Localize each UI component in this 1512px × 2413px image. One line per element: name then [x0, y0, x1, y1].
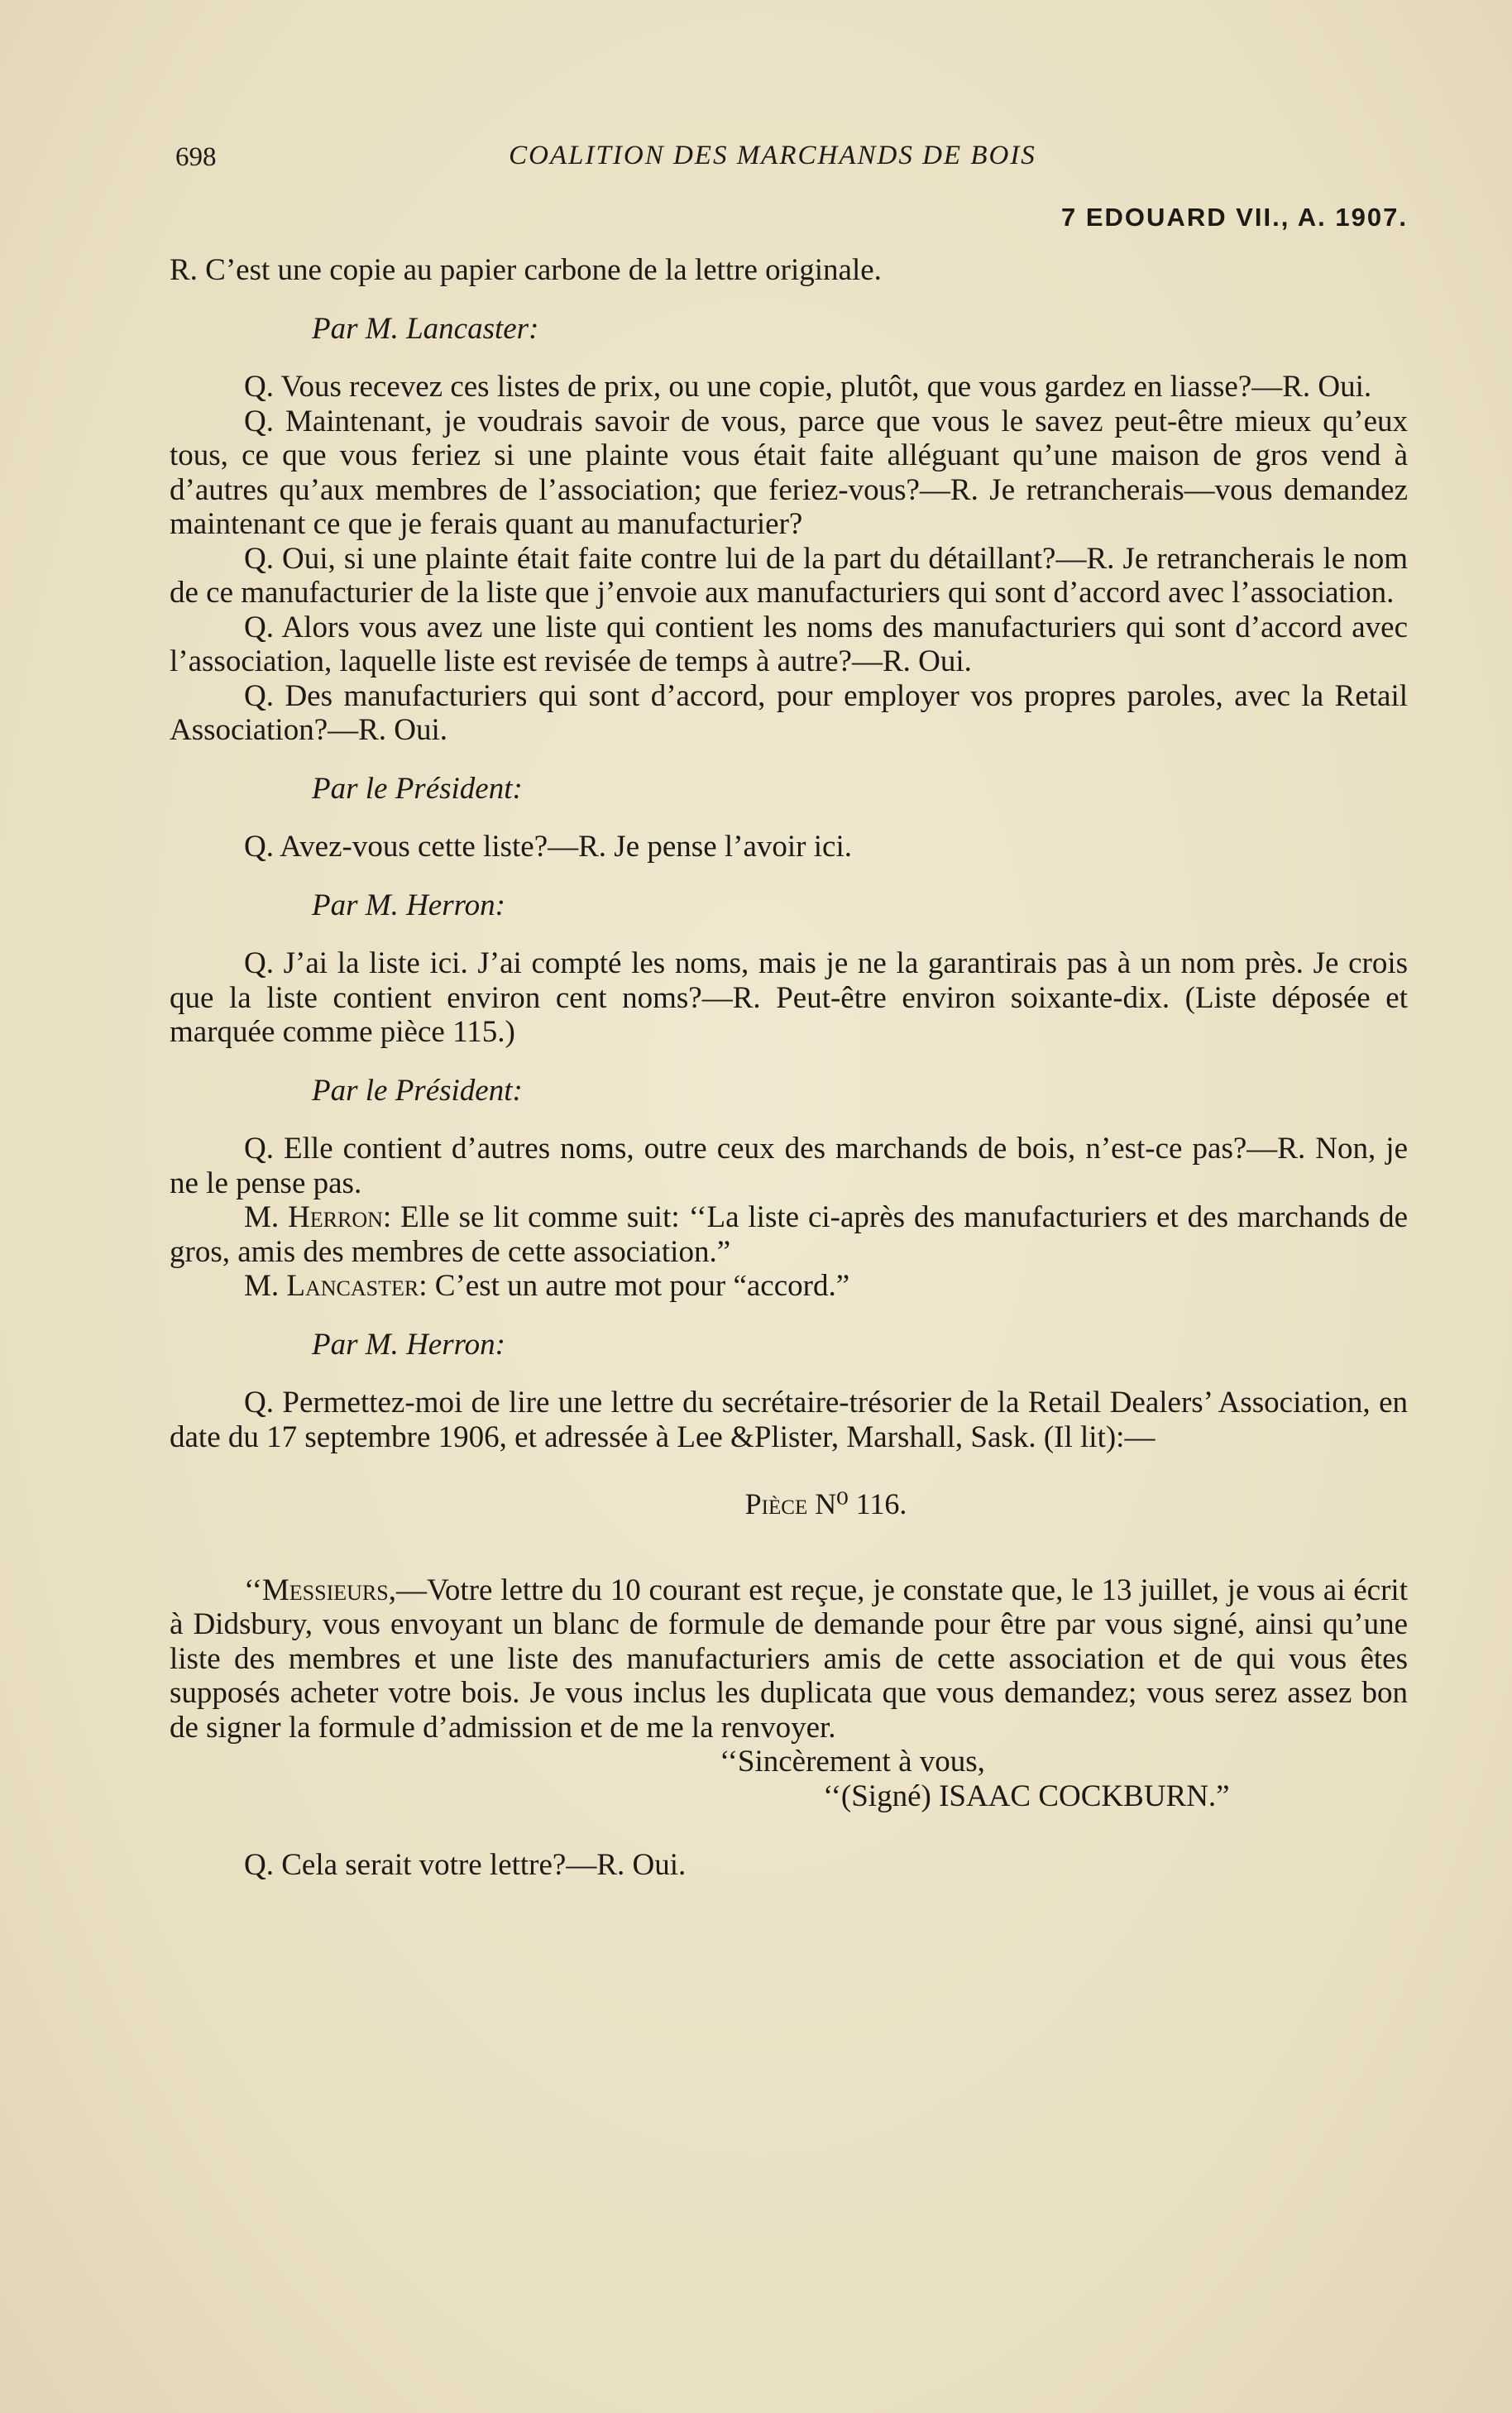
speaker-name-lancaster: M. Lancaster — [244, 1269, 419, 1303]
paragraph-11-text: : C’est un autre mot pour “accord.” — [419, 1269, 850, 1303]
paragraph-3: Q. Maintenant, je voudrais savoir de vous, parce que vous le savez peut-être mieux qu’eux tous, ce que vous feriez si une plainte vous était faite alléguant qu’une maison de gros vend à d’autres qu’aux membres de l’association; que feriez-vous?—R. Je retrancherais—vous demandez maintenant ce que je ferais quant au manufacturier? — [170, 404, 1408, 541]
paragraph-4: Q. Oui, si une plainte était faite contre lui de la part du détaillant?—R. Je retrancherais le nom de ce manufacturier de la liste que j’envoie aux manufacturiers qui sont d’accord avec l’association. — [170, 541, 1408, 610]
exhibit-heading: Pièce N⁰ 116. — [744, 1487, 907, 1520]
running-title: COALITION DES MARCHANDS DE BOIS — [509, 141, 1036, 170]
body-text — [170, 253, 1408, 1883]
paragraph-12: Q. Permettez-moi de lire une lettre du secrétaire-trésorier de la Retail Dealers’ Association, en date du 17 septembre 1906, et adressée à Lee &Plister, Marshall, Sask. (Il lit):— — [170, 1386, 1408, 1454]
speaker-heading-president-2: Par le Président: — [312, 1073, 523, 1108]
speaker-heading-lancaster: Par M. Lancaster: — [312, 311, 539, 346]
paragraph-9: Q. Elle contient d’autres noms, outre ceux des marchands de bois, n’est-ce pas?—R. Non, je ne le pense pas. — [170, 1132, 1408, 1200]
paragraph-6: Q. Des manufacturiers qui sont d’accord, pour employer vos propres paroles, avec la Retail Association?—R. Oui. — [170, 678, 1408, 747]
paragraph-13: Q. Cela serait votre lettre?—R. Oui. — [244, 1848, 687, 1882]
paragraph-8: Q. J’ai la liste ici. J’ai compté les noms, mais je ne la garantirais pas à un nom près. Je crois que la liste contient environ cent noms?—R. Peut-être environ soixante-dix. (Liste déposée et marquée comme pièce 115.) — [170, 946, 1408, 1049]
letter-signature: ‘‘(Signé) ISAAC COCKBURN.” — [823, 1779, 1230, 1813]
paragraph-10-text: : Elle se lit comme suit: ‘‘La liste ci-après des manufacturiers et des marchands de gros, amis des membres de cette association.” — [170, 1200, 1408, 1269]
paragraph-11 — [170, 1269, 1408, 1304]
speaker-heading-herron-2: Par M. Herron: — [312, 1327, 505, 1362]
speaker-heading-herron: Par M. Herron: — [312, 888, 505, 922]
session-label: 7 EDOUARD VII., A. 1907. — [1061, 203, 1408, 232]
letter-text: —Votre lettre du 10 courant est reçue, je constate que, le 13 juillet, je vous ai écrit à Didsbury, vous envoyant un blanc de formule de demande pour être par vous signé, ainsi qu’une liste des membres et une liste des manufacturiers amis de cette association et de qui vous êtes supposés acheter votre bois. Je vous inclus les duplicata que vous demandez; vous serez assez bon de signer la formule d’admission et de me la renvoyer. — [170, 1573, 1408, 1745]
speaker-heading-president: Par le Président: — [312, 771, 523, 806]
speaker-name-herron: M. Herron — [244, 1200, 383, 1234]
letter-body — [170, 1573, 1408, 1745]
letter-salutation: ‘‘Messieurs, — [244, 1573, 396, 1607]
paragraph-2: Q. Vous recevez ces listes de prix, ou une copie, plutôt, que vous gardez en liasse?—R. Oui. — [244, 370, 1372, 404]
paragraph-5: Q. Alors vous avez une liste qui contient les noms des manufacturiers qui sont d’accord avec l’association, laquelle liste est revisée de temps à autre?—R. Oui. — [170, 610, 1408, 678]
paragraph-10 — [170, 1200, 1408, 1269]
paragraph-7: Q. Avez-vous cette liste?—R. Je pense l’avoir ici. — [244, 830, 852, 864]
letter-closing: ‘‘Sincèrement à vous, — [720, 1745, 985, 1779]
paragraph-1: R. C’est une copie au papier carbone de la lettre originale. — [170, 253, 882, 287]
page-number: 698 — [175, 142, 217, 172]
